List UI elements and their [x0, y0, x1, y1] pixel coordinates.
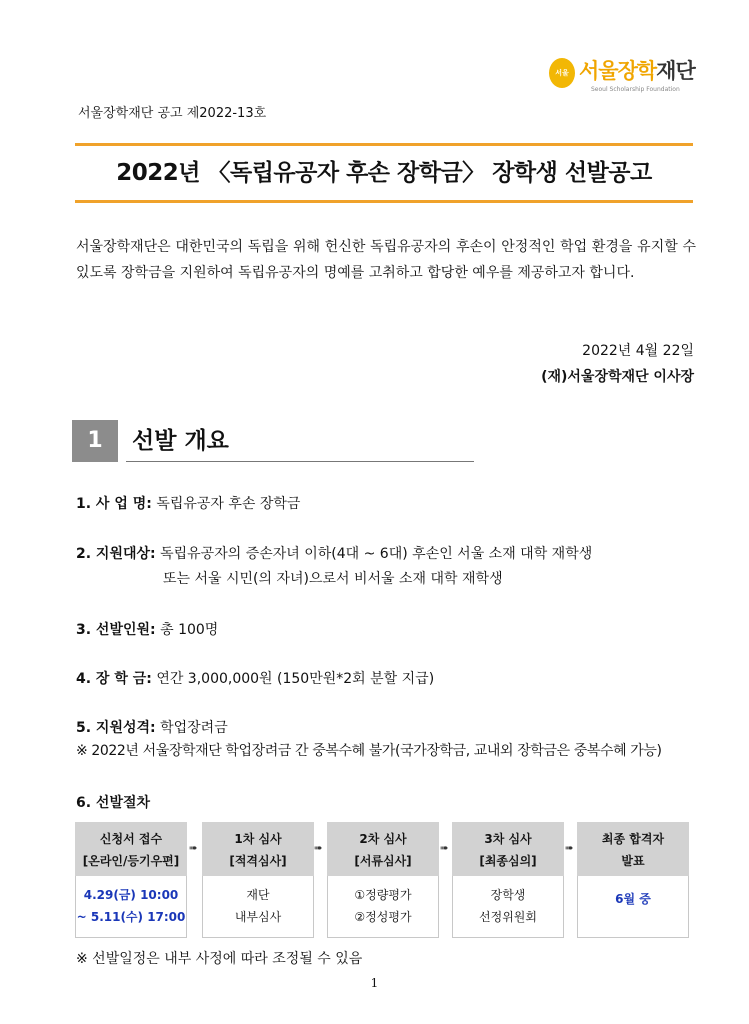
item-label: 3. 선발인원: — [76, 622, 156, 638]
step-3-body: ①정량평가 ②정성평가 — [327, 876, 439, 938]
schedule-footnote: ※ 선발일정은 내부 사정에 따라 조정될 수 있음 — [76, 951, 363, 967]
item-label: 4. 장 학 금: — [76, 671, 152, 687]
item-value: 연간 3,000,000원 (150만원*2회 분할 지급) — [156, 671, 435, 687]
logo-seal-icon: 서울 — [549, 58, 575, 88]
section-title: 선발 개요 — [132, 428, 229, 454]
step-3-header: 2차 심사 [서류심사] — [327, 822, 439, 876]
step-5-body: 6월 중 — [577, 876, 689, 938]
item-value: 독립유공자 후손 장학금 — [156, 496, 301, 512]
item-scholarship-amount — [76, 669, 434, 689]
step-2-body: 재단 내부심사 — [202, 876, 314, 938]
item-label: 1. 사 업 명: — [76, 496, 152, 512]
step-1-header: 신청서 접수 [온라인/등기우편] — [75, 822, 187, 876]
arrow-right-icon: ➠ — [565, 843, 574, 854]
step-5-header: 최종 합격자 발표 — [577, 822, 689, 876]
item-project-name — [76, 494, 300, 514]
arrow-right-icon: ➠ — [440, 843, 449, 854]
page-number: 1 — [370, 976, 379, 990]
title-bar — [75, 143, 693, 203]
step-4-header: 3차 심사 [최종심의] — [452, 822, 564, 876]
item-support-type — [76, 718, 228, 738]
step-4-body: 장학생 선정위원회 — [452, 876, 564, 938]
item-value: 독립유공자의 증손자녀 이하(4대 ~ 6대) 후손인 서울 소재 대학 재학생 — [160, 546, 593, 562]
procedure-title: 6. 선발절차 — [76, 795, 151, 811]
section-underline — [126, 461, 474, 462]
intro-paragraph: 서울장학재단은 대한민국의 독립을 위해 헌신한 독립유공자의 후손이 안정적인 학업 환경을 유지할 수 있도록 장학금을 지원하여 독립유공자의 명예를 고취하고 합당한 예우를 제공하고자 합니다. — [76, 239, 696, 281]
item-label: 5. 지원성격: — [76, 720, 156, 736]
item-eligibility-cont: 또는 서울 시민(의 자녀)으로서 비서울 소재 대학 재학생 — [163, 571, 503, 587]
step-1-body: 4.29(금) 10:00 ~ 5.11(수) 17:00 — [75, 876, 187, 938]
item-label: 2. 지원대상: — [76, 546, 156, 562]
logo-subtitle: Seoul Scholarship Foundation — [591, 86, 680, 93]
notice-date: 2022년 4월 22일 — [582, 343, 694, 359]
title-bottom-rule — [75, 200, 693, 203]
step-2-header: 1차 심사 [적격심사] — [202, 822, 314, 876]
section-number: 1 — [72, 420, 118, 462]
arrow-right-icon: ➠ — [314, 843, 323, 854]
item-value: 학업장려금 — [160, 720, 228, 736]
document-title: 2022년 〈독립유공자 후손 장학금〉 장학생 선발공고 — [116, 160, 652, 186]
item-value: 총 100명 — [160, 622, 219, 638]
duplicate-benefit-note: ※ 2022년 서울장학재단 학업장려금 간 중복수혜 불가(국가장학금, 교내외 장학금은 중복수혜 가능) — [76, 743, 662, 759]
arrow-right-icon: ➠ — [189, 843, 198, 854]
signature: (재)서울장학재단 이사장 — [541, 369, 694, 385]
item-quota — [76, 620, 218, 640]
notice-number: 서울장학재단 공고 제2022-13호 — [78, 106, 267, 121]
foundation-logo — [549, 56, 709, 100]
item-eligibility — [76, 544, 592, 564]
logo-wordmark: 서울장학재단 — [579, 59, 695, 83]
